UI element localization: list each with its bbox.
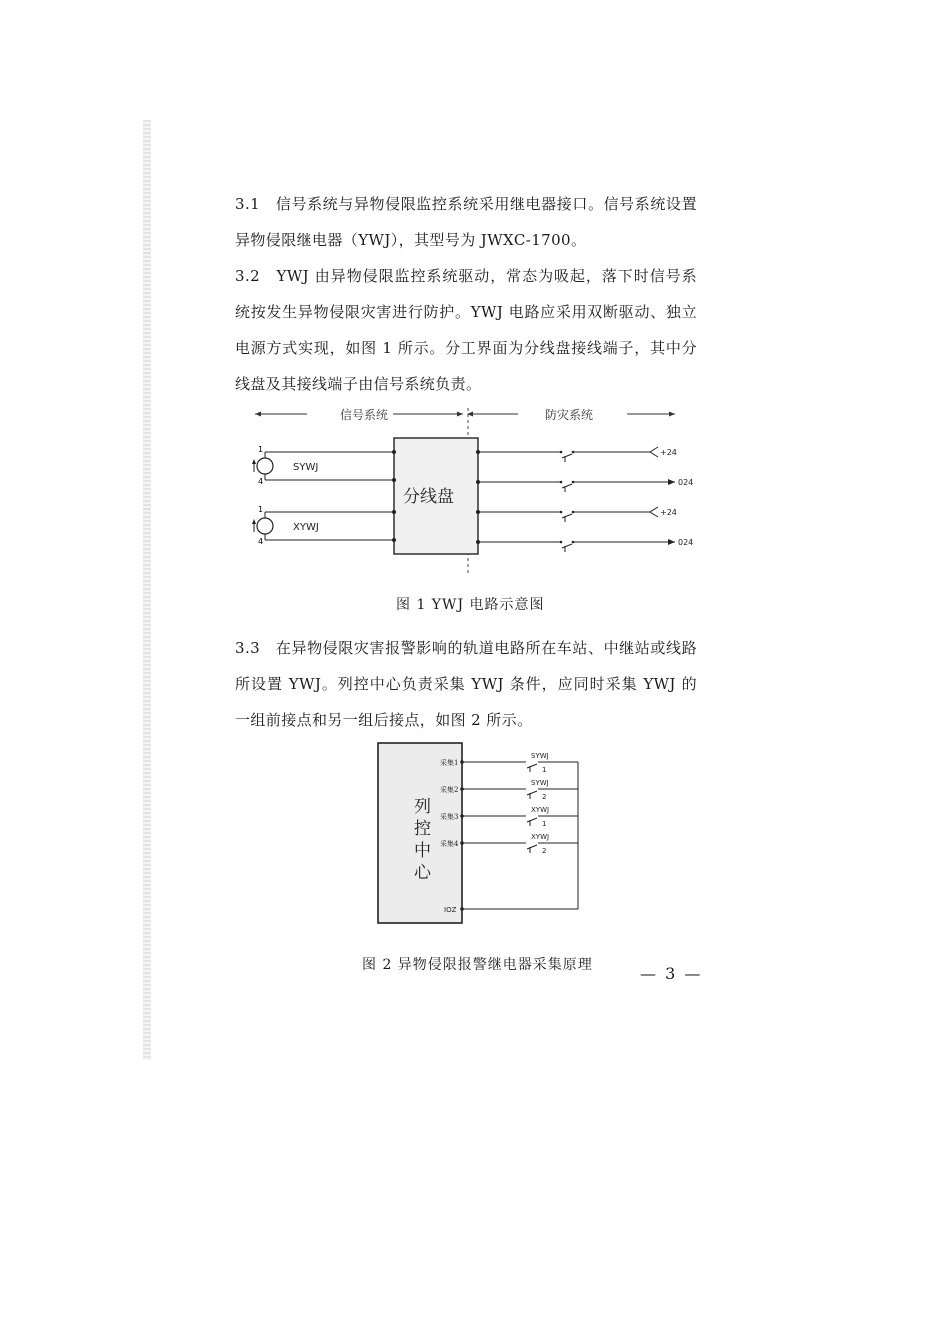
fig1-box-label: 分线盘 <box>403 487 454 507</box>
sywj-relay-coil <box>257 458 273 474</box>
svg-text:中: 中 <box>414 841 431 861</box>
contact-sywj-1: SYWJ <box>531 752 549 760</box>
paragraph-3-2: 3.2 YWJ 由异物侵限监控系统驱动，常态为吸起，落下时信号系统按发生异物侵限灾害进行防护。YWJ 电路应采用双断驱动、独立电源方式实现，如图 1 所示。分工界面为分线盘接线端子，其中分线盘及其接线端子由信号系统负责。 <box>235 267 697 393</box>
paragraph-3-3: 3.3 在异物侵限灾害报警影响的轨道电路所在车站、中继站或线路所设置 YWJ。列控中心负责采集 YWJ 条件，应同时采集 YWJ 的一组前接点和另一组后接点，如图 2 所示。 <box>235 639 697 729</box>
svg-text:1: 1 <box>258 505 264 514</box>
svg-text:列: 列 <box>414 797 431 817</box>
terminal-label-2: 024 <box>678 478 694 487</box>
contact-sywj-2: SYWJ <box>531 779 549 787</box>
figure-1-caption: 图 1 YWJ 电路示意图 <box>396 597 545 613</box>
page-number: — 3 — <box>640 964 703 983</box>
svg-text:4: 4 <box>258 537 264 546</box>
terminal-label-3: +24 <box>660 508 677 517</box>
svg-text:2: 2 <box>542 793 547 801</box>
contact-xywj-1: XYWJ <box>531 806 550 814</box>
terminal-label-1: +24 <box>660 448 677 457</box>
figure-1-diagram <box>235 398 705 578</box>
input-label-1: 采集1 <box>440 759 459 767</box>
svg-text:2: 2 <box>542 847 547 855</box>
ioz-label: IOZ <box>444 906 457 914</box>
svg-text:1: 1 <box>258 445 264 454</box>
svg-text:1: 1 <box>542 766 547 774</box>
contact-xywj-2: XYWJ <box>531 833 550 841</box>
input-label-3: 采集3 <box>440 813 459 821</box>
fig1-right-header: 防灾系统 <box>545 408 594 422</box>
input-label-4: 采集4 <box>440 840 459 848</box>
paragraph-3-1: 3.1 信号系统与异物侵限监控系统采用继电器接口。信号系统设置异物侵限继电器（YWJ），其型号为 JWXC-1700。 <box>235 195 697 249</box>
xywj-label: XYWJ <box>293 522 319 533</box>
svg-text:控: 控 <box>414 819 431 839</box>
figure-2-diagram <box>370 738 590 930</box>
fig1-left-header: 信号系统 <box>340 408 389 422</box>
terminal-label-4: 024 <box>678 538 694 547</box>
svg-text:1: 1 <box>542 820 547 828</box>
xywj-relay-coil <box>257 518 273 534</box>
sywj-label: SYWJ <box>293 462 319 473</box>
svg-text:4: 4 <box>258 477 264 486</box>
figure-2-caption: 图 2 异物侵限报警继电器采集原理 <box>362 957 593 973</box>
input-label-2: 采集2 <box>440 786 459 794</box>
scan-edge-shadow <box>143 120 151 1060</box>
svg-text:心: 心 <box>414 863 431 883</box>
